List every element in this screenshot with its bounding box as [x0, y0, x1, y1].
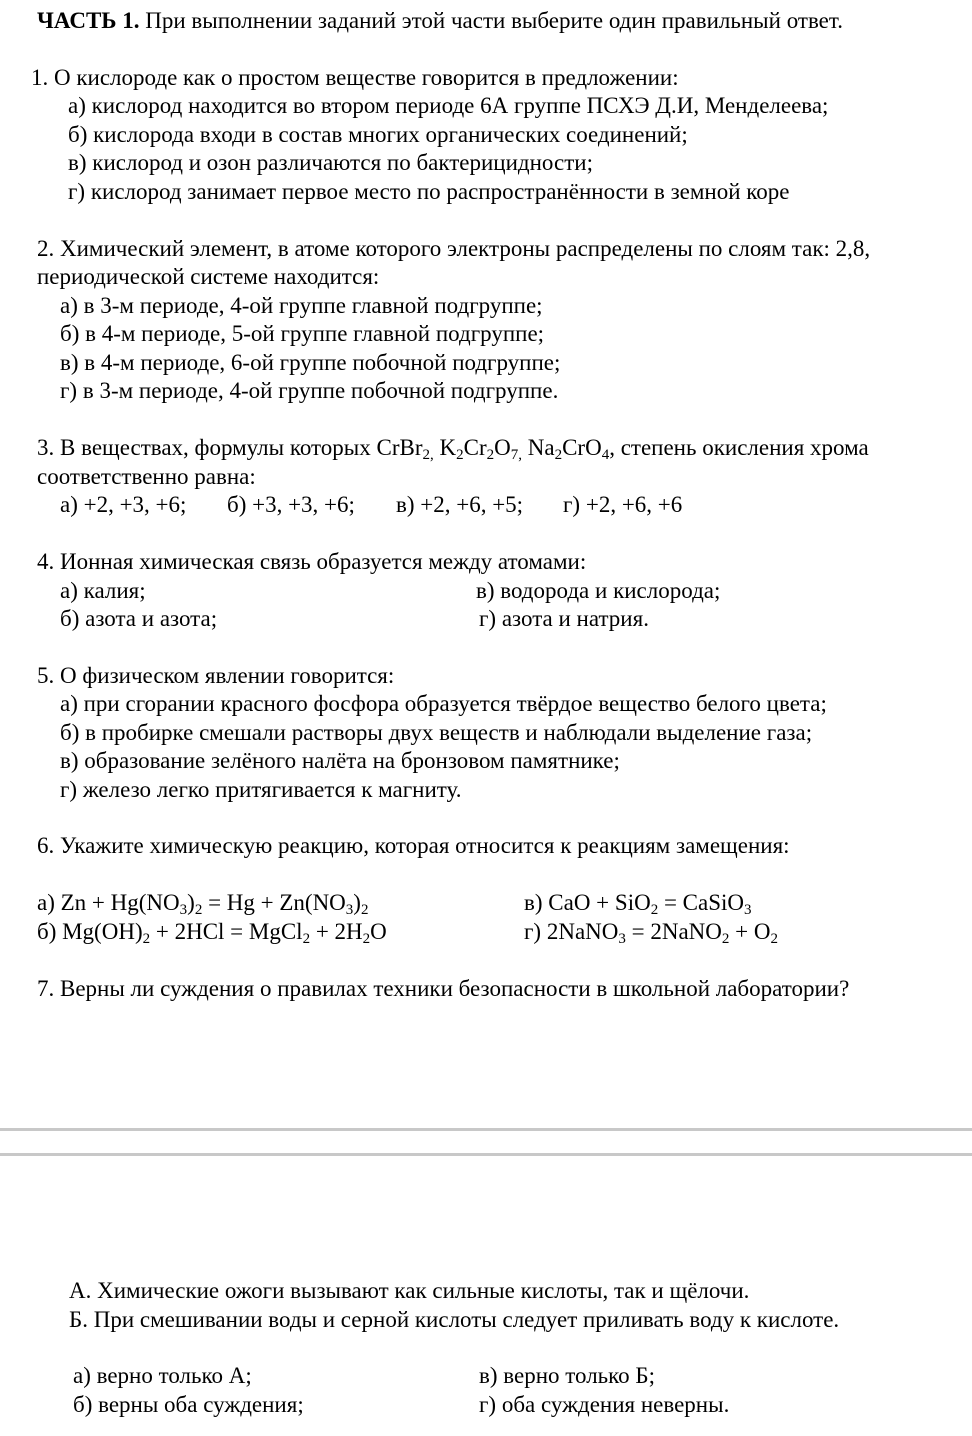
q3-text: 3. В веществах, формулы которых CrBr [37, 435, 423, 460]
q6d-sub: 2 [721, 931, 730, 947]
q7-stem: 7. Верны ли суждения о правилах техники безопасности в школьной лаборатории? [37, 976, 850, 1001]
q6-option-b [37, 917, 387, 946]
page-break-top-line [0, 1128, 972, 1131]
q3-sub: 2 [486, 447, 495, 463]
q3-option-d: г) +2, +6, +6 [563, 492, 683, 517]
part-heading: ЧАСТЬ 1. [37, 8, 140, 33]
q6a-sub: 2 [194, 902, 203, 918]
part-header [37, 6, 843, 35]
q7-option-d: г) оба суждения неверны. [479, 1392, 730, 1417]
q6b-text: O [370, 919, 387, 944]
q5-option-d: г) железо легко притягивается к магниту. [60, 777, 462, 802]
q6c-sub: 3 [744, 902, 752, 918]
q2-option-c: в) в 4-м периоде, 6-ой группе побочной подгруппе; [60, 350, 561, 375]
q6d-text: г) 2NaNO [524, 919, 619, 944]
q2-option-a: а) в 3-м периоде, 4-ой группе главной подгруппе; [60, 293, 543, 318]
q5-option-b: б) в пробирке смешали растворы двух веществ и наблюдали выделение газа; [60, 720, 813, 745]
q6a-sub: 3 [345, 902, 354, 918]
q3-text: O [494, 435, 511, 460]
q6c-text: в) CaO + SiO [524, 890, 651, 915]
q5-option-a: а) при сгорании красного фосфора образуется твёрдое вещество белого цвета; [60, 691, 827, 716]
q6c-text: = CaSiO [658, 890, 745, 915]
q3-sub: 7, [510, 447, 522, 463]
q6b-text: + 2H [310, 919, 363, 944]
q3-text: CrO [562, 435, 602, 460]
q4-stem: 4. Ионная химическая связь образуется между атомами: [37, 549, 587, 574]
q6d-sub: 2 [770, 931, 778, 947]
q5-stem: 5. О физическом явлении говорится: [37, 663, 395, 688]
q6a-sub: 3 [179, 902, 188, 918]
q2-stem-line2: периодической системе находится: [37, 264, 380, 289]
q1-stem: 1. О кислороде как о простом веществе говорится в предложении: [31, 65, 679, 90]
q1-option-d: г) кислород занимает первое место по распространённости в земной коре [68, 179, 790, 204]
q3-sub: 2 [456, 447, 464, 463]
q4-option-a: а) калия; [60, 578, 146, 603]
q1-option-b: б) кислорода входи в состав многих органических соединений; [68, 122, 688, 147]
q7-statement-b: Б. При смешивании воды и серной кислоты следует приливать воду к кислоте. [69, 1307, 840, 1332]
q6b-text: б) Mg(OH) [37, 919, 143, 944]
q6c-sub: 2 [650, 902, 659, 918]
q6-stem: 6. Укажите химическую реакцию, которая относится к реакциям замещения: [37, 833, 790, 858]
q4-option-c: в) водорода и кислорода; [476, 578, 721, 603]
q3-sub: 2, [422, 447, 434, 463]
q3-stem-line2: соответственно равна: [37, 464, 256, 489]
q2-stem-line1: 2. Химический элемент, в атоме которого электроны распределены по слоям так: 2,8, [37, 236, 871, 261]
q6d-text: = 2NaNO [625, 919, 722, 944]
q3-text: K [433, 435, 457, 460]
q7-option-b: б) верны оба суждения; [73, 1392, 304, 1417]
q1-option-c: в) кислород и озон различаются по бактерицидности; [68, 150, 593, 175]
q6-option-a [37, 888, 368, 917]
q3-option-b: б) +3, +3, +6; [227, 492, 355, 517]
q4-option-d: г) азота и натрия. [479, 606, 649, 631]
q6b-sub: 2 [362, 931, 371, 947]
q7-option-c: в) верно только Б; [479, 1363, 656, 1388]
q6a-sub: 2 [360, 902, 369, 918]
q3-text: Na [521, 435, 555, 460]
q5-option-c: в) образование зелёного налёта на бронзовом памятнике; [60, 748, 620, 773]
q3-option-c: в) +2, +6, +5; [396, 492, 524, 517]
q6-option-d [524, 917, 778, 946]
q6a-text: = Hg + Zn(NO [202, 890, 346, 915]
q3-text: Cr [463, 435, 487, 460]
q7-option-a: а) верно только А; [73, 1363, 252, 1388]
q6a-text: а) Zn + Hg(NO [37, 890, 180, 915]
part-instruction: При выполнении заданий этой части выберите один правильный ответ. [145, 8, 843, 33]
q6a-text: ) [353, 890, 361, 915]
q6b-sub: 2 [142, 931, 151, 947]
q6d-text: + O [729, 919, 771, 944]
q1-option-a: а) кислород находится во втором периоде 6А группе ПСХЭ Д.И, Менделеева; [68, 93, 829, 118]
q3-text: , степень окисления хрома [609, 435, 869, 460]
q2-option-d: г) в 3-м периоде, 4-ой группе побочной подгруппе. [60, 378, 559, 403]
q6-option-c [524, 888, 752, 917]
q2-option-b: б) в 4-м периоде, 5-ой группе главной подгруппе; [60, 321, 545, 346]
q3-sub: 2 [554, 447, 563, 463]
q6b-sub: 2 [302, 931, 311, 947]
q7-statement-a: А. Химические ожоги вызывают как сильные кислоты, так и щёлочи. [69, 1278, 750, 1303]
q4-option-b: б) азота и азота; [60, 606, 218, 631]
q3-option-a: а) +2, +3, +6; [60, 492, 187, 517]
q6a-text: ) [187, 890, 195, 915]
q6b-text: + 2HCl = MgCl [150, 919, 303, 944]
q6d-sub: 3 [618, 931, 626, 947]
q3-stem-line1 [37, 433, 869, 462]
q3-sub: 4 [601, 447, 610, 463]
page-break-bottom-line [0, 1153, 972, 1156]
